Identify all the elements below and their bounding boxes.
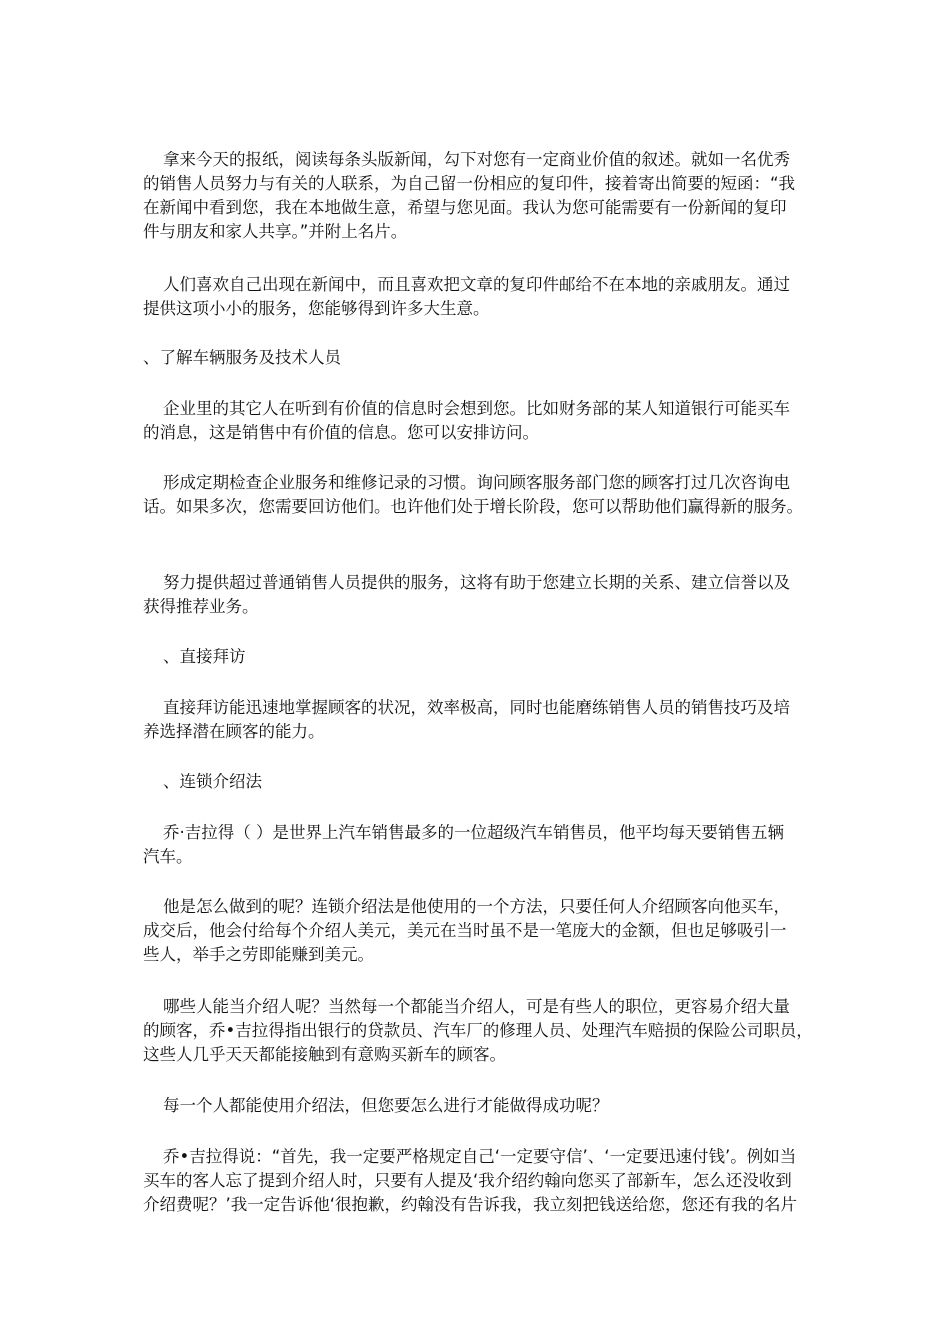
paragraph-joe-girard [143, 821, 813, 869]
text-line: 每一个人都能使用介绍法，但您要怎么进行才能做得成功呢？ [163, 1096, 609, 1115]
heading-text: 、连锁介绍法 [163, 772, 262, 791]
paragraph-service-records [143, 471, 813, 519]
text-line: 哪些人能当介绍人呢？当然每一个都能当介绍人，可是有些人的职位，更容易介绍大量 [163, 997, 790, 1016]
heading-text: 、了解车辆服务及技术人员 [143, 348, 341, 367]
text-line: 买车的客人忘了提到介绍人时，只要有人提及‘我介绍约翰向您买了部新车，怎么还没收到 [143, 1171, 792, 1190]
text-line: 的销售人员努力与有关的人联系，为自己留一份相应的复印件，接着寄出简要的短函：“我 [143, 174, 796, 193]
text-line: 人们喜欢自己出现在新闻中，而且喜欢把文章的复印件邮给不在本地的亲戚朋友。通过 [163, 275, 790, 294]
text-line: 些人，举手之劳即能赚到美元。 [143, 945, 374, 964]
section-heading-chain-referral [143, 770, 813, 794]
text-line: 直接拜访能迅速地掌握顾客的状况，效率极高，同时也能磨练销售人员的销售技巧及培 [163, 698, 790, 717]
paragraph-who-refers [143, 995, 813, 1067]
text-line: 养选择潜在顾客的能力。 [143, 722, 325, 741]
paragraph-direct-visit [143, 696, 813, 744]
paragraph-news-clipping [143, 148, 813, 244]
paragraph-extra-service [143, 571, 813, 619]
text-line: 拿来今天的报纸，阅读每条头版新闻，勾下对您有一定商业价值的叙述。就如一名优秀 [163, 150, 790, 169]
text-line: 的顾客，乔•吉拉得指出银行的贷款员、汽车厂的修理人员、处理汽车赔损的保险公司职员， [143, 1021, 813, 1040]
text-line: 汽车。 [143, 847, 193, 866]
text-line: 他是怎么做到的呢？连锁介绍法是他使用的一个方法，只要任何人介绍顾客向他买车， [163, 897, 790, 916]
paragraph-girard-quote [143, 1145, 813, 1217]
paragraph-how-to-succeed [143, 1094, 813, 1118]
text-line: 这些人几乎天天都能接触到有意购买新车的顾客。 [143, 1045, 506, 1064]
text-line: 形成定期检查企业服务和维修记录的习惯。询问顾客服务部门您的顾客打过几次咨询电 [163, 473, 790, 492]
text-line: 企业里的其它人在听到有价值的信息时会想到您。比如财务部的某人知道银行可能买车 [163, 399, 790, 418]
text-line: 乔•吉拉得说：“首先，我一定要严格规定自己‘一定要守信’、‘一定要迅速付钱’。例如当 [163, 1147, 797, 1166]
text-line: 介绍费呢？’我一定告诉他‘很抱歉，约翰没有告诉我，我立刻把钱送给您，您还有我的名片 [143, 1195, 797, 1214]
text-line: 获得推荐业务。 [143, 597, 259, 616]
text-line: 的消息，这是销售中有价值的信息。您可以安排访问。 [143, 423, 539, 442]
text-line: 件与朋友和家人共享。”并附上名片。 [143, 222, 408, 241]
section-heading-vehicle-service [143, 346, 813, 370]
text-line: 提供这项小小的服务，您能够得到许多大生意。 [143, 299, 490, 318]
paragraph-referral-fee [143, 895, 813, 967]
section-heading-direct-visit [143, 645, 813, 669]
paragraph-internal-info [143, 397, 813, 445]
text-line: 努力提供超过普通销售人员提供的服务，这将有助于您建立长期的关系、建立信誉以及 [163, 573, 790, 592]
paragraph-news-service [143, 273, 813, 321]
text-line: 乔·吉拉得（ ）是世界上汽车销售最多的一位超级汽车销售员，他平均每天要销售五辆 [163, 823, 784, 842]
heading-text: 、直接拜访 [163, 647, 246, 666]
text-line: 在新闻中看到您，我在本地做生意，希望与您见面。我认为您可能需要有一份新闻的复印 [143, 198, 787, 217]
text-line: 话。如果多次，您需要回访他们。也许他们处于增长阶段，您可以帮助他们赢得新的服务。 [143, 497, 803, 516]
text-line: 成交后，他会付给每个介绍人美元，美元在当时虽不是一笔庞大的金额，但也足够吸引一 [143, 921, 787, 940]
